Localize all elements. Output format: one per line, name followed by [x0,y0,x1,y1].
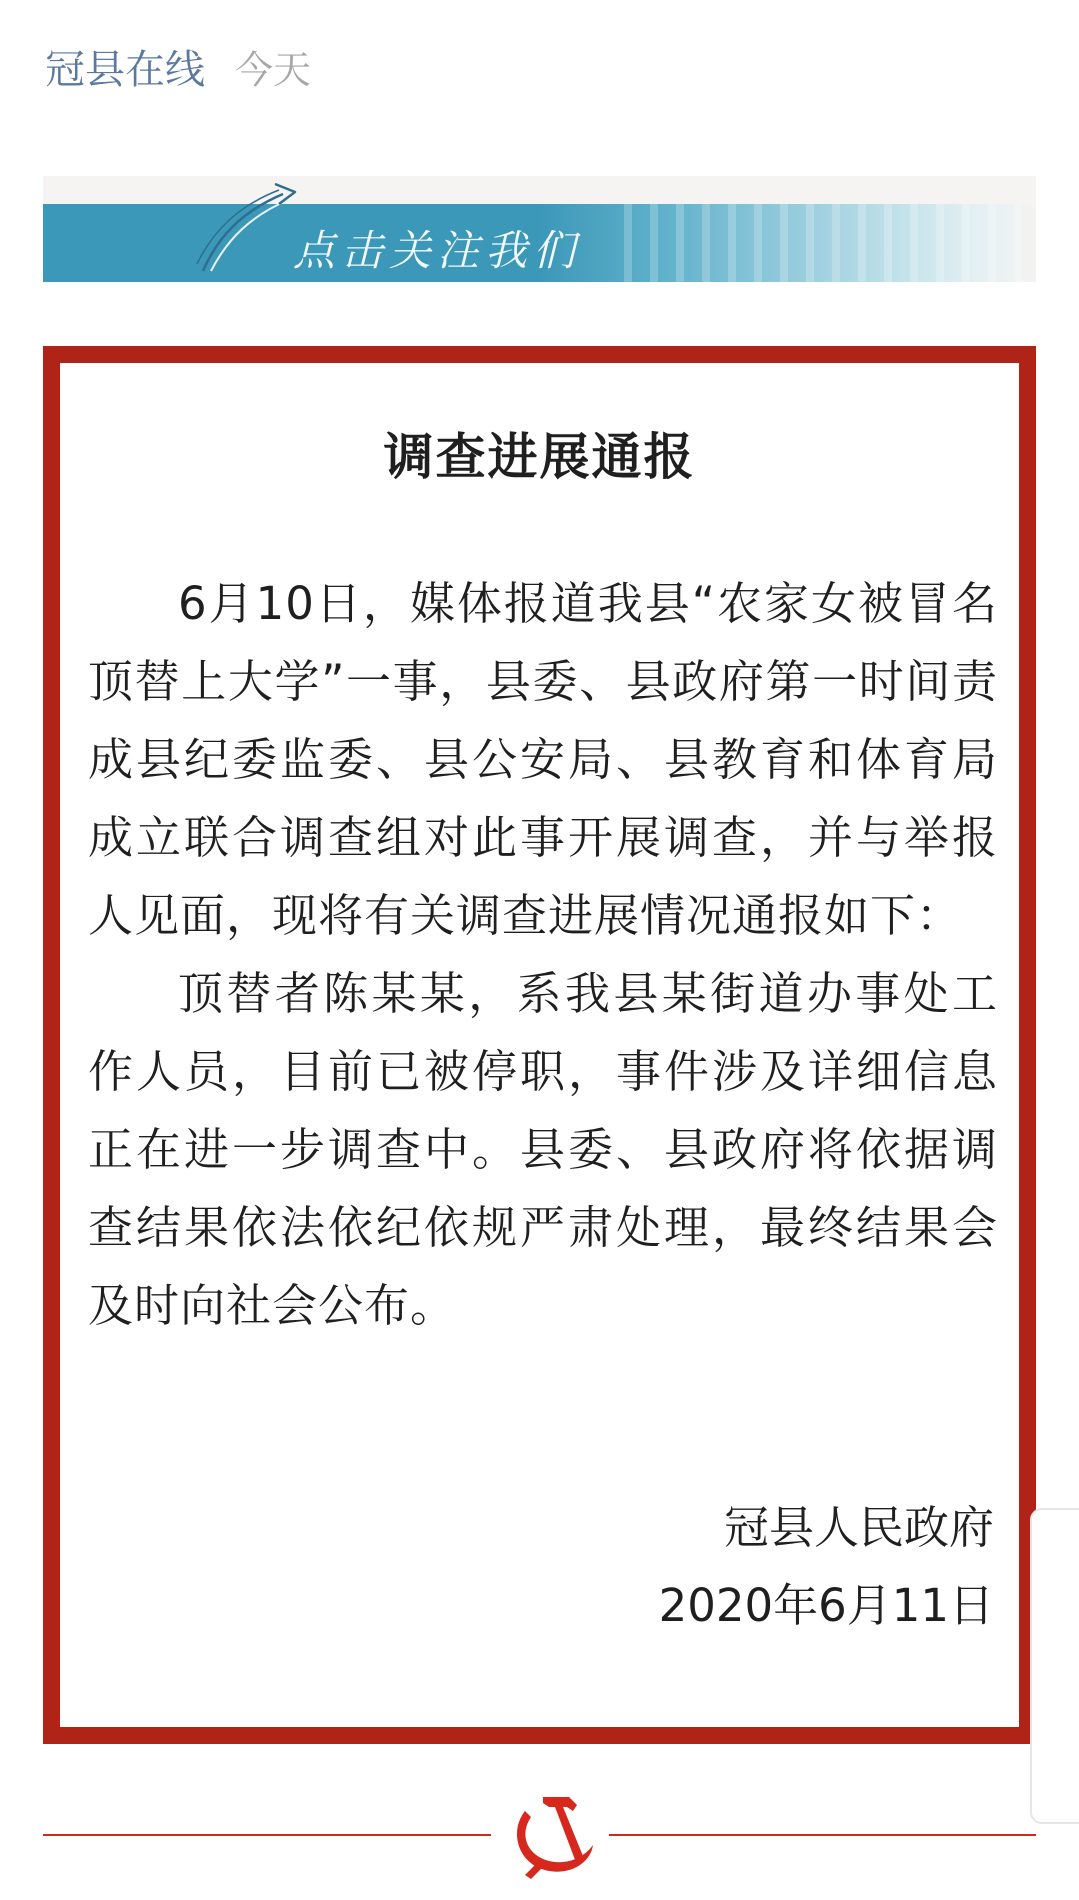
issuer-name: 冠县人民政府 [723,1501,994,1554]
notice-body [88,565,998,1345]
article-header [45,38,311,95]
issue-date: 2020年6月11日 [658,1579,994,1632]
hammer-sickle-icon [503,1791,599,1881]
account-name-link[interactable]: 冠县在线 [45,47,205,93]
notice-signature [659,1489,994,1645]
notice-paragraph: 顶替者陈某某，系我县某街道办事处工作人员，目前已被停职，事件涉及详细信息正在进一步调查中。县委、县政府将依据调查结果依法依纪依规严肃处理，最终结果会及时向社会公布。 [88,967,998,1332]
divider-line-left [43,1834,491,1836]
follow-us-label: 点击关注我们 [293,226,582,275]
floating-side-widget[interactable] [1030,1508,1079,1824]
post-time: 今天 [235,48,312,92]
footer-divider [43,1791,1036,1881]
notice-title: 调查进展通报 [383,428,696,486]
follow-us-banner[interactable] [43,176,1036,282]
notice-frame [43,346,1036,1744]
notice-paragraph: 6月10日，媒体报道我县“农家女被冒名顶替上大学”一事，县委、县政府第一时间责成县纪委监委、县公安局、县教育和体育局成立联合调查组对此事开展调查，并与举报人见面，现将有关调查进展情况通报如下： [88,577,998,942]
divider-line-right [609,1834,1036,1836]
banner-stripes [606,204,1036,282]
